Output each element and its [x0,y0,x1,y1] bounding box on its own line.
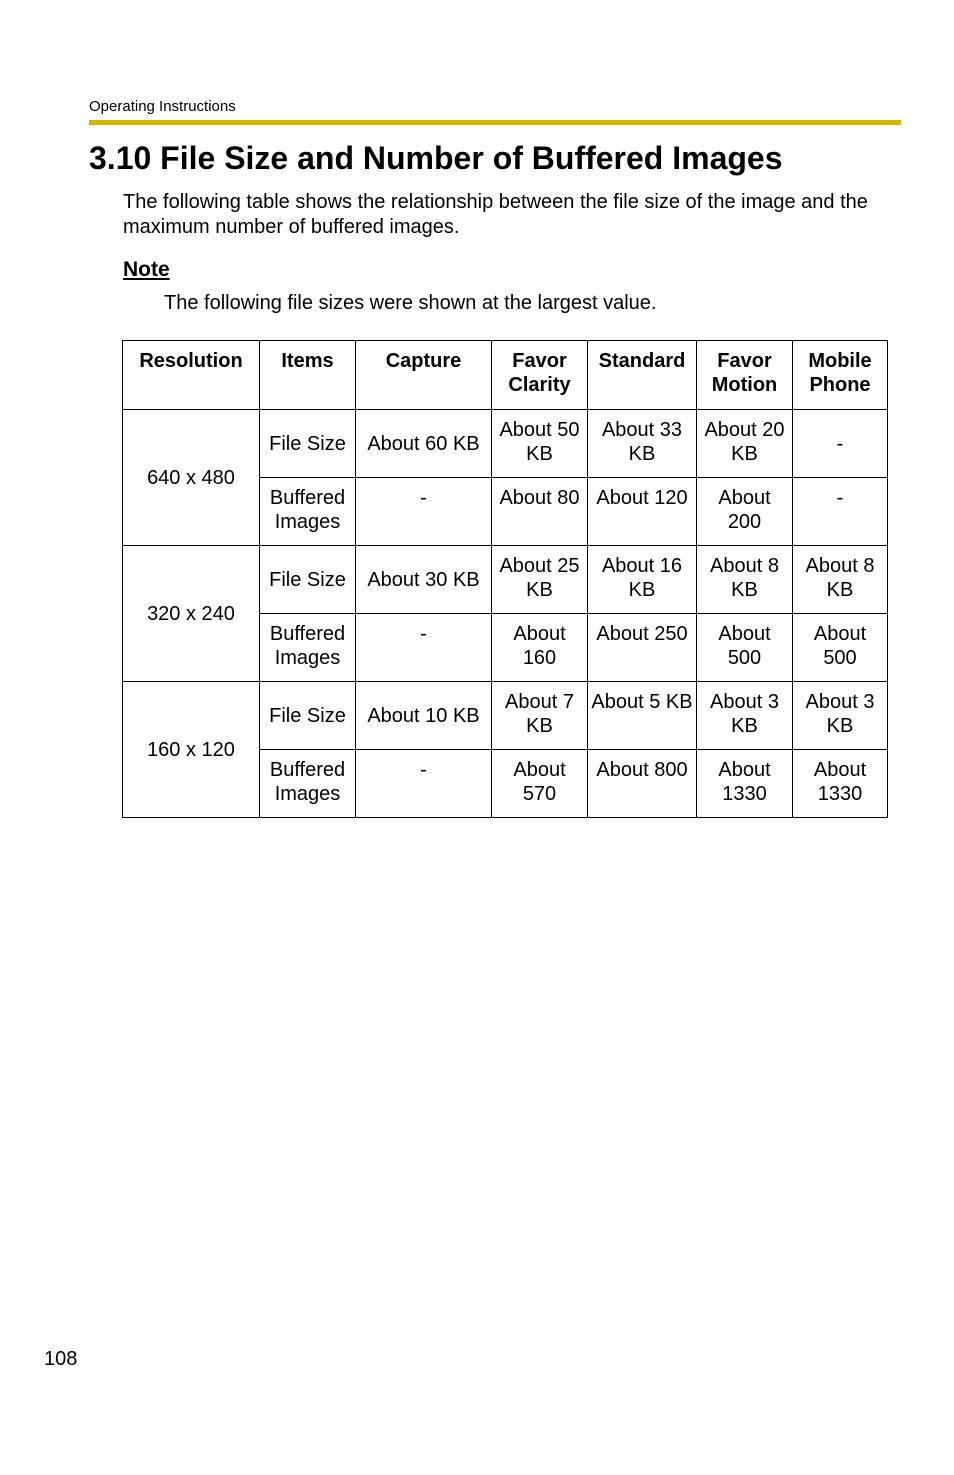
table-row [123,682,888,750]
item-cell: Buffered Images [260,750,356,818]
resolution-cell: 640 x 480 [123,410,260,546]
mobile-phone-cell: - [793,478,888,546]
favor-clarity-cell: About 50 KB [492,410,588,478]
mobile-phone-cell: About 3 KB [793,682,888,750]
header-cell: Favor Motion [697,341,793,410]
capture-cell: About 10 KB [356,682,492,750]
item-cell: File Size [260,410,356,478]
header-cell: Capture [356,341,492,410]
header-cell: Items [260,341,356,410]
standard-cell: About 250 [588,614,697,682]
note-text: The following file sizes were shown at the largest value. [164,292,657,314]
resolution-cell: 320 x 240 [123,546,260,682]
header-rule [89,120,901,125]
page-title: 3.10 File Size and Number of Buffered Images [89,140,783,176]
standard-cell: About 5 KB [588,682,697,750]
capture-cell: - [356,478,492,546]
running-header: Operating Instructions [89,98,236,115]
file-size-table [122,340,888,818]
capture-cell: About 30 KB [356,546,492,614]
item-cell: Buffered Images [260,614,356,682]
favor-motion-cell: About 500 [697,614,793,682]
item-cell: File Size [260,546,356,614]
favor-motion-cell: About 200 [697,478,793,546]
mobile-phone-cell: About 8 KB [793,546,888,614]
favor-clarity-cell: About 25 KB [492,546,588,614]
favor-clarity-cell: About 570 [492,750,588,818]
table-row [123,410,888,478]
table-row [123,546,888,614]
table-body [123,410,888,818]
mobile-phone-cell: About 1330 [793,750,888,818]
header-cell: Mobile Phone [793,341,888,410]
capture-cell: About 60 KB [356,410,492,478]
favor-motion-cell: About 3 KB [697,682,793,750]
standard-cell: About 33 KB [588,410,697,478]
standard-cell: About 120 [588,478,697,546]
page-number: 108 [44,1348,78,1370]
favor-motion-cell: About 1330 [697,750,793,818]
table-header-row [123,341,888,410]
item-cell: Buffered Images [260,478,356,546]
favor-clarity-cell: About 160 [492,614,588,682]
standard-cell: About 800 [588,750,697,818]
standard-cell: About 16 KB [588,546,697,614]
resolution-cell: 160 x 120 [123,682,260,818]
favor-motion-cell: About 8 KB [697,546,793,614]
table-header [123,341,888,410]
intro-paragraph: The following table shows the relationship between the file size of the image and the maximum number of buffered images. [123,191,868,238]
mobile-phone-cell: About 500 [793,614,888,682]
favor-motion-cell: About 20 KB [697,410,793,478]
mobile-phone-cell: - [793,410,888,478]
favor-clarity-cell: About 7 KB [492,682,588,750]
note-heading: Note [123,258,170,281]
header-cell: Favor Clarity [492,341,588,410]
header-cell: Resolution [123,341,260,410]
header-cell: Standard [588,341,697,410]
item-cell: File Size [260,682,356,750]
capture-cell: - [356,614,492,682]
favor-clarity-cell: About 80 [492,478,588,546]
capture-cell: - [356,750,492,818]
